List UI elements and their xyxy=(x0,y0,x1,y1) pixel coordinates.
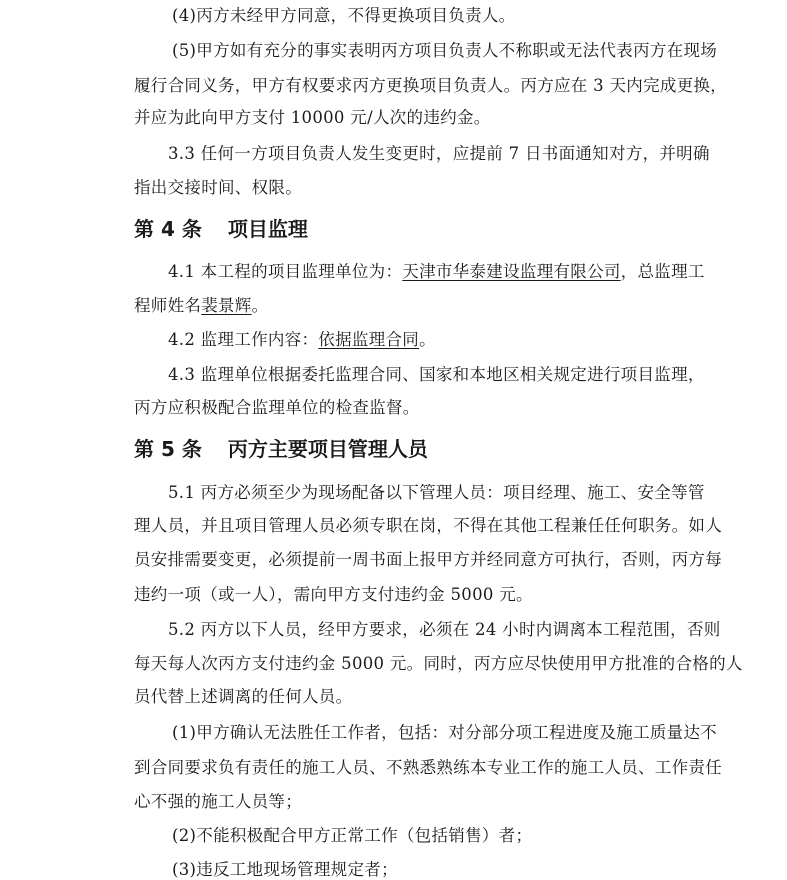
article-title: 丙方主要项目管理人员 xyxy=(227,437,428,461)
paragraph-line: 丙方应积极配合监理单位的检查监督。 xyxy=(134,398,420,417)
paragraph-line xyxy=(168,262,705,282)
paragraph-line: 3.3 任何一方项目负责人发生变更时，应提前 7 日书面通知对方，并明确 xyxy=(168,144,710,163)
paragraph-line: 并应为此向甲方支付 10000 元/人次的违约金。 xyxy=(134,108,491,127)
text-segment: 4.2 监理工作内容： xyxy=(168,330,319,349)
text-segment: 程师姓名 xyxy=(134,296,202,315)
text-segment: ，总监理工 xyxy=(620,262,705,281)
text-segment: 4.1 本工程的项目监理单位为： xyxy=(168,262,403,281)
paragraph-line: 理人员，并且项目管理人员必须专职在岗，不得在其他工程兼任任何职务。如人 xyxy=(134,516,722,535)
paragraph-line: 员安排需要变更，必须提前一周书面上报甲方并经同意方可执行，否则，丙方每 xyxy=(134,550,722,569)
paragraph-line: (4)丙方未经甲方同意，不得更换项目负责人。 xyxy=(172,6,516,25)
paragraph-line: 5.2 丙方以下人员，经甲方要求，必须在 24 小时内调离本工程范围，否则 xyxy=(168,620,721,639)
paragraph-line xyxy=(168,330,436,350)
chief-engineer-name: 裴景辉 xyxy=(201,296,252,315)
supervision-basis: 依据监理合同 xyxy=(318,330,420,349)
paragraph-line: 每天每人次丙方支付违约金 5000 元。同时，丙方应尽快使用甲方批准的合格的人 xyxy=(134,654,743,673)
paragraph-line: 心不强的施工人员等； xyxy=(134,792,302,811)
article-number: 第 5 条 xyxy=(134,437,202,461)
paragraph-line: 4.3 监理单位根据委托监理合同、国家和本地区相关规定进行项目监理， xyxy=(168,365,705,384)
paragraph-line: (1)甲方确认无法胜任工作者，包括：对分部分项工程进度及施工质量达不 xyxy=(172,723,718,742)
paragraph-line: (5)甲方如有充分的事实表明丙方项目负责人不称职或无法代表丙方在现场 xyxy=(172,41,718,60)
paragraph-line: 5.1 丙方必须至少为现场配备以下管理人员：项目经理、施工、安全等管 xyxy=(168,483,705,502)
paragraph-line: 履行合同义务，甲方有权要求丙方更换项目负责人。丙方应在 3 天内完成更换， xyxy=(134,76,728,95)
article-4-heading xyxy=(134,216,308,242)
article-number: 第 4 条 xyxy=(134,217,202,241)
paragraph-line xyxy=(134,296,268,316)
paragraph-line: (2)不能积极配合甲方正常工作（包括销售）者； xyxy=(172,826,533,845)
paragraph-line: 指出交接时间、权限。 xyxy=(134,178,302,197)
article-5-heading xyxy=(134,436,428,462)
supervision-company-name: 天津市华泰建设监理有限公司 xyxy=(402,262,621,281)
paragraph-line: 到合同要求负有责任的施工人员、不熟悉熟练本专业工作的施工人员、工作责任 xyxy=(134,758,722,777)
article-title: 项目监理 xyxy=(227,217,308,241)
text-segment: 。 xyxy=(419,330,436,349)
text-segment: 。 xyxy=(251,296,269,315)
paragraph-line: (3)违反工地现场管理规定者； xyxy=(172,860,398,879)
paragraph-line: 违约一项（或一人），需向甲方支付违约金 5000 元。 xyxy=(134,585,533,604)
paragraph-line: 员代替上述调离的任何人员。 xyxy=(134,687,353,706)
